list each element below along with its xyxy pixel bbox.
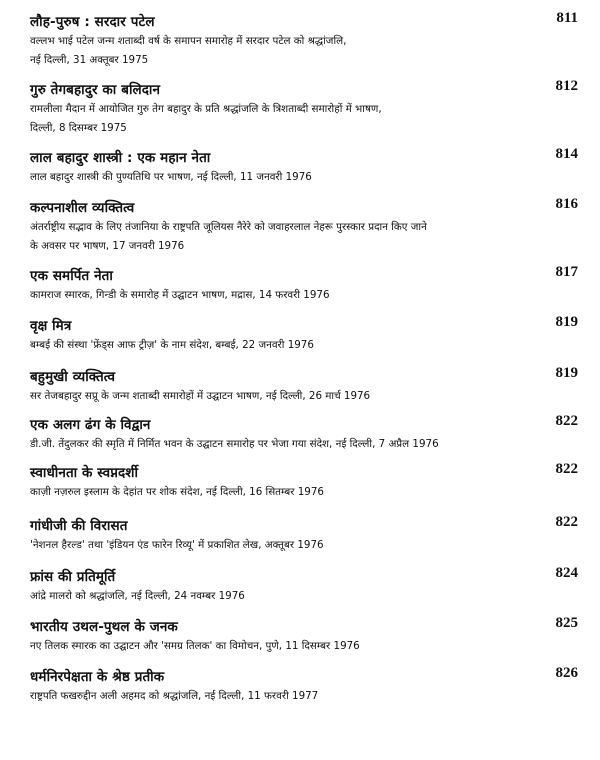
entry-page-number: 822 (555, 461, 578, 477)
entry-description (30, 435, 578, 454)
entry-description-line: बम्बई की संस्था 'फ्रेंड्स आफ ट्रीज़' के नाम संदेश, बम्बई, 22 जनवरी 1976 (30, 339, 314, 351)
entry-title: स्वाधीनता के स्वप्नदर्शी (30, 465, 139, 481)
entry-title: लौह-पुरुष : सरदार पटेल (30, 14, 155, 30)
entry-title: वृक्ष मित्र (30, 318, 72, 334)
entry-description-line: राष्ट्रपति फखरुद्दीन अली अहमद को श्रद्धांजलि, नई दिल्ली, 11 फरवरी 1977 (30, 690, 319, 702)
entry-description (30, 286, 578, 305)
entry-title: फ्रांस की प्रतिमूर्ति (30, 569, 116, 585)
entry-description (30, 587, 578, 606)
entry-description (30, 687, 578, 706)
entry-description-line: रामलीला मैदान में आयोजित गुरु तेग बहादुर के प्रति श्रद्धांजलि के त्रिशताब्दी समारोहों में भाषण, (30, 103, 382, 115)
entry-title: बहुमुखी व्यक्तित्व (30, 369, 116, 385)
entry-description (30, 100, 578, 138)
entry-page-number: 817 (555, 264, 578, 280)
entry-description-line: दिल्ली, 8 दिसम्बर 1975 (30, 122, 127, 134)
entry-page-number: 812 (555, 78, 578, 94)
entry-description (30, 32, 578, 70)
entry-title: लाल बहादुर शास्त्री : एक महान नेता (30, 150, 211, 166)
entry-page-number: 824 (555, 565, 578, 581)
entry-page-number: 811 (556, 10, 578, 26)
entry-description-line: 'नेशनल हैरल्ड' तथा 'इंडियन एंड फारेन रिव्यू' में प्रकाशित लेख, अक्तूबर 1976 (30, 539, 324, 551)
entry-description-line: अंतर्राष्ट्रीय सद्भाव के लिए तंजानिया के राष्ट्रपति जूलियस नैरेरे को जवाहरलाल नेहरू पुरस्कार प्रदान किए जाने (30, 221, 427, 233)
entry-page-number: 816 (555, 196, 578, 212)
entry-title: भारतीय उथल-पुथल के जनक (30, 619, 178, 635)
entry-title: एक अलग ढंग के विद्वान (30, 417, 151, 433)
entry-description (30, 387, 578, 406)
entry-page-number: 814 (555, 146, 578, 162)
entry-description (30, 637, 578, 656)
entry-description-line: वल्लभ भाई पटेल जन्म शताब्दी वर्ष के समापन समारोह में सरदार पटेल को श्रद्धांजलि, (30, 35, 347, 47)
entry-description-line: नए तिलक स्मारक का उद्घाटन और 'समग्र तिलक' का विमोचन, पुणे, 11 दिसम्बर 1976 (30, 640, 360, 652)
entry-page-number: 822 (555, 514, 578, 530)
entry-description-line: कामराज स्मारक, गिन्डी के समारोह में उद्घाटन भाषण, मद्रास, 14 फरवरी 1976 (30, 289, 330, 301)
entry-page-number: 822 (555, 413, 578, 429)
entry-page-number: 819 (555, 314, 578, 330)
entry-description-line: लाल बहादुर शास्त्री की पुण्यतिथि पर भाषण, नई दिल्ली, 11 जनवरी 1976 (30, 171, 312, 183)
entry-description (30, 483, 578, 502)
entry-description (30, 218, 578, 256)
entry-description-line: सर तेजबहादुर सप्रू के जन्म शताब्दी समारोहों में उद्घाटन भाषण, नई दिल्ली, 26 मार्च 1976 (30, 390, 371, 402)
entry-description-line: आंद्रे मालरो को श्रद्धांजलि, नई दिल्ली, 24 नवम्बर 1976 (30, 590, 245, 602)
entry-title: गांधीजी की विरासत (30, 518, 128, 534)
entry-page-number: 819 (555, 365, 578, 381)
entry-description-line: के अवसर पर भाषण, 17 जनवरी 1976 (30, 240, 185, 252)
entry-description-line: नई दिल्ली, 31 अक्तूबर 1975 (30, 54, 149, 66)
entry-title: धर्मनिरपेक्षता के श्रेष्ठ प्रतीक (30, 669, 165, 685)
entry-description (30, 168, 578, 187)
entry-description-line: काज़ी नज़रुल इस्लाम के देहांत पर शोक संदेश, नई दिल्ली, 16 सितम्बर 1976 (30, 486, 324, 498)
entry-page-number: 826 (555, 665, 578, 681)
entry-description-line: डी.जी. तेंदुलकर की स्मृति में निर्मित भवन के उद्घाटन समारोह पर भेजा गया संदेश, नई दिल्ली, 7 अप्रैल 1976 (30, 438, 439, 450)
entry-description (30, 336, 578, 355)
entry-title: गुरु तेगबहादुर का बलिदान (30, 82, 161, 98)
entry-page-number: 825 (555, 615, 578, 631)
entry-title: एक समर्पित नेता (30, 268, 113, 284)
entry-description (30, 536, 578, 555)
entry-title: कल्पनाशील व्यक्तित्व (30, 200, 135, 216)
